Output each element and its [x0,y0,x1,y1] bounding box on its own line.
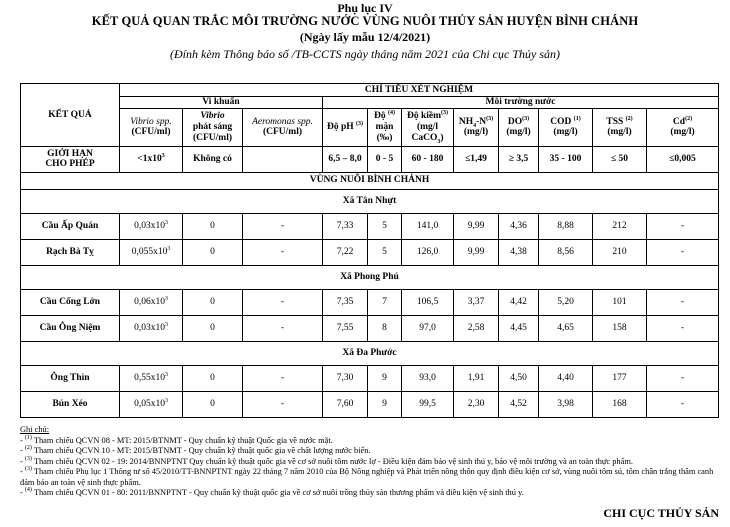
results-table [20,83,719,418]
table-row [21,365,719,391]
aeromonas-value: - [243,289,323,315]
limit-tss: ≤ 50 [593,146,647,172]
limit-label: GIỚI HẠN CHO PHÉP [21,146,120,172]
do-man-value: 9 [368,365,402,391]
ph-value: 7,35 [323,289,368,315]
note-item: - $^{(3)}$ Tham chiếu Phụ lục 1 Thông tư số 45/2010/TT-BNNPTNT ngày 22 tháng 7 năm 2010 của Bộ Nông nghiệp và Phát triển nông thôn quy định điều kiện cơ sở, vùng nuôi tôm sú, tôm chân trắng thâm canh đảm bảo an toàn vệ sinh thực phẩm. [20,466,714,487]
do-man-value: 8 [368,315,402,341]
limit-cod: 35 - 100 [539,146,593,172]
do-value: 4,36 [499,213,539,239]
vibrio-ps-value: 0 [183,391,243,417]
nh4-value: 3,37 [454,289,499,315]
station-name: Cầu Ấp Quán [21,213,120,239]
notes-heading: Ghi chú: [20,425,50,434]
col-tss: TSS $^{(2)}$ (mg/l) [593,108,647,146]
nh4-value: 2,58 [454,315,499,341]
table-row [21,239,719,265]
aeromonas-value: - [243,213,323,239]
col-do-kiem: Độ kiềm$^{(3)}$ (mg/l CaCO$_3$) [402,108,454,146]
page-title: KẾT QUẢ QUAN TRẮC MÔI TRƯỜNG NƯỚC VÙNG NUÔI THỦY SẢN HUYỆN BÌNH CHÁNH [91,14,639,28]
limit-vibrio-ps: Không có [183,146,243,172]
station-name: Rạch Bà Tỵ [21,239,120,265]
attachment-note: (Đính kèm Thông báo số /TB-CCTS ngày tháng năm 2021 của Chi cục Thủy sản) [170,47,560,61]
ph-value: 7,55 [323,315,368,341]
do-kiem-value: 93,0 [402,365,454,391]
do-value: 4,38 [499,239,539,265]
table-row [21,213,719,239]
ph-value: 7,30 [323,365,368,391]
do-value: 4,52 [499,391,539,417]
section-heading: Xã Tân Nhựt [21,189,719,213]
nh4-value: 9,99 [454,213,499,239]
cd-value: - [647,289,719,315]
do-kiem-value: 141,0 [402,213,454,239]
station-name: Cầu Cống Lớn [21,289,120,315]
limit-do-man: 0 - 5 [368,146,402,172]
note-item: - $^{(2)}$ Tham chiếu QCVN 10 - MT: 2015/BTNMT - Quy chuẩn kỹ thuật quốc gia về chất lượng nước biển. [20,445,371,455]
nh4-value: 1,91 [454,365,499,391]
do-kiem-value: 126,0 [402,239,454,265]
vibrio-ps-value: 0 [183,239,243,265]
cd-value: - [647,365,719,391]
tss-value: 212 [593,213,647,239]
tss-value: 210 [593,239,647,265]
do-man-value: 7 [368,289,402,315]
notes-block [20,425,720,499]
col-do-man: Độ $^{(4)}$ mặn (‰) [368,108,402,146]
section-heading: Xã Đa Phước [21,341,719,365]
col-cd: Cd$^{(2)}$ (mg/l) [647,108,719,146]
do-man-value: 5 [368,239,402,265]
vibrio-ps-value: 0 [183,289,243,315]
aeromonas-value: - [243,391,323,417]
col-vibrio-spp: Vibrio spp. (CFU/ml) [120,108,183,146]
do-kiem-value: 97,0 [402,315,454,341]
cd-value: - [647,315,719,341]
vibrio-ps-value: 0 [183,365,243,391]
cd-value: - [647,213,719,239]
table-row [21,315,719,341]
cod-value: 4,40 [539,365,593,391]
table-row [21,289,719,315]
aeromonas-value: - [243,239,323,265]
ph-value: 7,22 [323,239,368,265]
section-heading: Xã Phong Phú [21,265,719,289]
vi-khuan-header: Vi khuẩn [120,97,323,109]
limit-cd: ≤0,005 [647,146,719,172]
ph-value: 7,60 [323,391,368,417]
nh4-value: 2,30 [454,391,499,417]
vibrio-value: $0,55x10^3$ [120,365,183,391]
table-row [21,391,719,417]
vibrio-ps-value: 0 [183,315,243,341]
note-item: - $^{(4)}$ Tham chiếu QCVN 01 - 80: 2011/BNNPTNT - Quy chuẩn kỹ thuật quốc gia về cơ sở nuôi trồng thủy sản thương phẩm và điều kiện vệ sinh thú y. [20,487,524,497]
do-man-value: 9 [368,391,402,417]
cod-value: 8,88 [539,213,593,239]
do-kiem-value: 99,5 [402,391,454,417]
limit-ph: 6,5 – 8,0 [323,146,368,172]
aeromonas-value: - [243,315,323,341]
limit-vibrio: $<1x10^3$ [120,146,183,172]
tss-value: 158 [593,315,647,341]
nh4-value: 9,99 [454,239,499,265]
limit-row [21,146,719,172]
col-cod: COD $^{(1)}$ (mg/l) [539,108,593,146]
col-vibrio-phat-sang: Vibrio phát sáng (CFU/ml) [183,108,243,146]
col-do: DO$^{(3)}$ (mg/l) [499,108,539,146]
col-ket-qua: KẾT QUẢ [21,84,120,147]
cod-value: 5,20 [539,289,593,315]
tss-value: 168 [593,391,647,417]
ph-value: 7,33 [323,213,368,239]
vibrio-value: $0,06x10^3$ [120,289,183,315]
appendix-title: Phụ lục IV [337,1,393,15]
cd-value: - [647,239,719,265]
do-value: 4,50 [499,365,539,391]
cod-value: 8,56 [539,239,593,265]
tss-value: 101 [593,289,647,315]
note-item: - $^{(1)}$ Tham chiếu QCVN 08 - MT: 2015/BTNMT - Quy chuẩn kỹ thuật Quốc gia về nước mặt. [20,434,333,445]
limit-nh4: ≤1,49 [454,146,499,172]
cod-value: 3,98 [539,391,593,417]
cd-value: - [647,391,719,417]
note-item: - $^{(3)}$ Tham chiếu QCVN 02 - 19: 2014/BNNPTNT Quy chuẩn kỹ thuật quốc gia về cơ sở nuôi tôm nước lợ - Điều kiện đảm bảo vệ sinh thú y, bảo vệ môi trường và an toàn thực phẩm. [20,455,633,466]
col-nh4: $NH_4-N^{(3)}$ (mg/l) [454,108,499,146]
do-value: 4,42 [499,289,539,315]
station-name: Cầu Ông Niệm [21,315,120,341]
col-aeromonas: Aeromonas spp. (CFU/ml) [243,108,323,146]
do-man-value: 5 [368,213,402,239]
limit-do-kiem: 60 - 180 [402,146,454,172]
do-value: 4,45 [499,315,539,341]
chi-tieu-header: CHỈ TIÊU XÉT NGHIỆM [120,84,719,97]
vibrio-value: $0,03x10^3$ [120,213,183,239]
station-name: Ông Thìn [21,365,120,391]
signature: CHI CỤC THỦY SẢN [603,506,719,520]
vibrio-ps-value: 0 [183,213,243,239]
station-name: Bún Xéo [21,391,120,417]
cod-value: 4,65 [539,315,593,341]
col-ph: Độ pH $^{(3)}$ [323,108,368,146]
limit-do: ≥ 3,5 [499,146,539,172]
aeromonas-value: - [243,365,323,391]
region-heading: VÙNG NUÔI BÌNH CHÁNH [21,172,719,189]
vibrio-value: $0,05x10^3$ [120,391,183,417]
vibrio-value: $0,03x10^3$ [120,315,183,341]
tss-value: 177 [593,365,647,391]
limit-aeromonas [243,146,323,172]
sampling-date: (Ngày lấy mẫu 12/4/2021) [299,30,431,44]
vibrio-value: $0,055x10^3$ [120,239,183,265]
do-kiem-value: 106,5 [402,289,454,315]
moi-truong-header: Môi trường nước [323,97,719,109]
